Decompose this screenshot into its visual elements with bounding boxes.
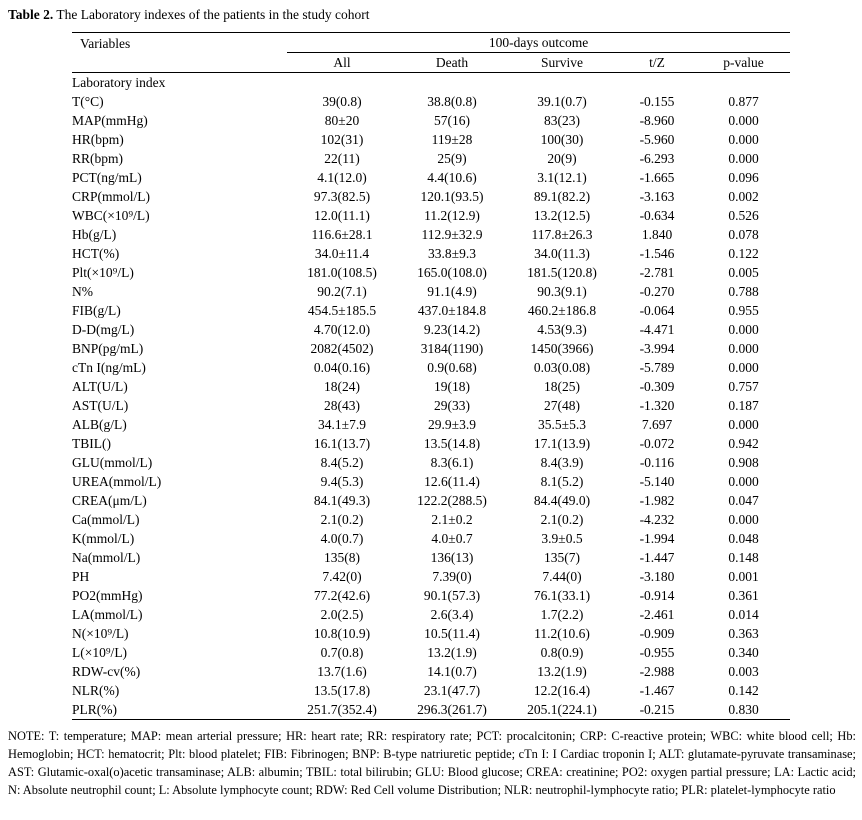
- cell-all: 454.5±185.5: [307, 303, 377, 318]
- cell-pvalue: 0.000: [728, 322, 759, 337]
- cell-survive: 12.2(16.4): [533, 683, 591, 698]
- table-row: [72, 624, 790, 643]
- cell-all: 16.1(13.7): [313, 436, 371, 451]
- cell-pvalue: 0.003: [728, 664, 759, 679]
- cell-death: 136(13): [430, 550, 474, 565]
- cell-death: 2.6(3.4): [430, 607, 474, 622]
- cell-all: 10.8(10.9): [313, 626, 371, 641]
- cell-death: 165.0(108.0): [417, 265, 487, 280]
- cell-variable: LA(mmol/L): [72, 607, 143, 622]
- cell-pvalue: 0.005: [728, 265, 759, 280]
- cell-tz: -8.960: [639, 113, 675, 128]
- cell-survive: 1.7(2.2): [540, 607, 584, 622]
- table-row: [72, 130, 790, 149]
- cell-tz: -4.232: [639, 512, 675, 527]
- cell-all: 8.4(5.2): [320, 455, 364, 470]
- cell-survive: 90.3(9.1): [537, 284, 587, 299]
- cell-death: 33.8±9.3: [428, 246, 476, 261]
- cell-all: 4.0(0.7): [320, 531, 364, 546]
- cell-tz: -5.960: [639, 132, 675, 147]
- cell-all: 39(0.8): [322, 94, 362, 109]
- cell-variable: FIB(g/L): [72, 303, 121, 318]
- cell-all: 22(11): [324, 151, 360, 166]
- cell-all: 12.0(11.1): [314, 208, 370, 223]
- cell-pvalue: 0.788: [728, 284, 759, 299]
- cell-variable: CREA(μm/L): [72, 493, 147, 508]
- cell-survive: 13.2(12.5): [533, 208, 591, 223]
- cell-death: 13.5(14.8): [423, 436, 481, 451]
- cell-tz: -0.072: [639, 436, 675, 451]
- cell-tz: -1.982: [639, 493, 675, 508]
- cell-survive: 89.1(82.2): [533, 189, 591, 204]
- cell-death: 12.6(11.4): [424, 474, 480, 489]
- header-group-label: 100-days outcome: [287, 33, 790, 53]
- cell-variable: UREA(mmol/L): [72, 474, 162, 489]
- table-row: [72, 282, 790, 301]
- cell-pvalue: 0.877: [728, 94, 759, 109]
- table-row: [72, 662, 790, 681]
- cell-death: 112.9±32.9: [421, 227, 483, 242]
- cell-tz: -0.914: [639, 588, 675, 603]
- cell-all: 9.4(5.3): [320, 474, 364, 489]
- cell-death: 296.3(261.7): [397, 700, 507, 720]
- table-row: [72, 225, 790, 244]
- cell-tz: -0.215: [617, 700, 697, 720]
- table-row: [72, 529, 790, 548]
- cell-survive: 7.44(0): [542, 569, 582, 584]
- cell-survive: 27(48): [544, 398, 580, 413]
- cell-death: 8.3(6.1): [430, 455, 474, 470]
- cell-all: 116.6±28.1: [311, 227, 373, 242]
- cell-death: 2.1±0.2: [431, 512, 473, 527]
- table-row: [72, 206, 790, 225]
- cell-tz: -1.665: [639, 170, 675, 185]
- cell-death: 90.1(57.3): [423, 588, 481, 603]
- table-row: [72, 605, 790, 624]
- cell-survive: 0.03(0.08): [533, 360, 591, 375]
- cell-variable: RDW-cv(%): [72, 664, 141, 679]
- cell-all: 181.0(108.5): [307, 265, 377, 280]
- cell-survive: 1450(3966): [530, 341, 594, 356]
- cell-pvalue: 0.526: [728, 208, 759, 223]
- cell-pvalue: 0.000: [728, 417, 759, 432]
- table-caption-label: Table 2.: [8, 7, 54, 22]
- cell-pvalue: 0.361: [728, 588, 759, 603]
- cell-variable: AST(U/L): [72, 398, 129, 413]
- table-row: [72, 453, 790, 472]
- table-row: [72, 149, 790, 168]
- cell-death: 38.8(0.8): [427, 94, 477, 109]
- cell-tz: -1.467: [639, 683, 675, 698]
- cell-survive: 205.1(224.1): [507, 700, 617, 720]
- cell-all: 28(43): [324, 398, 360, 413]
- cell-tz: -1.546: [639, 246, 675, 261]
- cell-tz: -5.140: [639, 474, 675, 489]
- cell-all: 2.0(2.5): [320, 607, 364, 622]
- cell-tz: -0.064: [639, 303, 675, 318]
- cell-pvalue: 0.000: [728, 341, 759, 356]
- cell-death: 4.4(10.6): [427, 170, 477, 185]
- cell-pvalue: 0.830: [697, 700, 790, 720]
- cell-survive: 20(9): [547, 151, 577, 166]
- cell-tz: -0.634: [639, 208, 675, 223]
- laboratory-table: [72, 32, 790, 720]
- cell-survive: 83(23): [544, 113, 580, 128]
- cell-tz: -3.180: [639, 569, 675, 584]
- cell-tz: -4.471: [639, 322, 675, 337]
- cell-tz: -2.461: [639, 607, 675, 622]
- cell-variable: ALB(g/L): [72, 417, 127, 432]
- cell-all: 251.7(352.4): [287, 700, 397, 720]
- cell-survive: 460.2±186.8: [527, 303, 597, 318]
- cell-all: 2082(4502): [310, 341, 374, 356]
- cell-tz: -6.293: [639, 151, 675, 166]
- cell-variable: WBC(×10⁹/L): [72, 208, 150, 223]
- table-note: NOTE: T: temperature; MAP: mean arterial pressure; HR: heart rate; RR: respiratory rate; PCT: procalcitonin; CRP: C-reactive protein; WBC: white blood cell; Hb: Hemoglobin; HCT: hematocrit; Plt: blood platelet; FIB: Fibrinogen; BNP: B-type natriuretic peptide; cTn I: I Cardiac troponin I; ALT: glutamate-pyruvate transaminase; AST: Glutamic-oxal(o)acetic transaminase; ALB: albumin; TBIL: total bilirubin; GLU: Blood glucose; CREA: creatinine; PO2: oxygen partial pressure; LA: Lactic acid; N: Absolute neutrophil count; L: Absolute lymphocyte count; RDW: Red Cell volume Distribution; NLR: neutrophil-lymphocyte ratio; PLR: platelet-lymphocyte ratio: [8, 729, 856, 797]
- cell-death: 19(18): [434, 379, 470, 394]
- table-row: [72, 244, 790, 263]
- table-row: [72, 358, 790, 377]
- table-row: [72, 681, 790, 700]
- cell-tz: -0.909: [639, 626, 675, 641]
- cell-all: 4.1(12.0): [317, 170, 367, 185]
- cell-variable: Plt(×10⁹/L): [72, 265, 134, 280]
- cell-survive: 4.53(9.3): [537, 322, 587, 337]
- header-col-survive: Survive: [507, 53, 617, 73]
- cell-survive: 84.4(49.0): [533, 493, 591, 508]
- cell-pvalue: 0.000: [728, 113, 759, 128]
- table-row: [72, 92, 790, 111]
- header-col-tz: t/Z: [617, 53, 697, 73]
- cell-pvalue: 0.014: [728, 607, 759, 622]
- cell-tz: -1.320: [639, 398, 675, 413]
- cell-variable: PCT(ng/mL): [72, 170, 142, 185]
- cell-pvalue: 0.002: [728, 189, 759, 204]
- header-group-outcome: [287, 33, 790, 54]
- table-row: [72, 168, 790, 187]
- cell-death: 119±28: [431, 132, 473, 147]
- cell-variable: RR(bpm): [72, 151, 124, 166]
- cell-variable: Na(mmol/L): [72, 550, 141, 565]
- cell-tz: -0.309: [639, 379, 675, 394]
- cell-death: 10.5(11.4): [424, 626, 480, 641]
- table-caption-text: The Laboratory indexes of the patients in the study cohort: [53, 7, 370, 22]
- cell-tz: -2.781: [639, 265, 675, 280]
- cell-death: 120.1(93.5): [420, 189, 484, 204]
- cell-death: 25(9): [437, 151, 467, 166]
- header-row-columns: [72, 53, 790, 73]
- header-blank: [72, 53, 287, 73]
- table-caption: [8, 6, 369, 24]
- section-label: Laboratory index: [72, 75, 166, 90]
- cell-tz: -0.116: [639, 455, 675, 470]
- cell-death: 122.2(288.5): [417, 493, 487, 508]
- cell-variable: Ca(mmol/L): [72, 512, 140, 527]
- cell-pvalue: 0.340: [728, 645, 759, 660]
- cell-all: 13.7(1.6): [317, 664, 367, 679]
- header-col-pvalue: p-value: [697, 53, 790, 73]
- cell-pvalue: 0.142: [728, 683, 759, 698]
- cell-pvalue: 0.000: [728, 360, 759, 375]
- cell-death: 14.1(0.7): [427, 664, 477, 679]
- table-row: [72, 567, 790, 586]
- cell-survive: 11.2(10.6): [534, 626, 590, 641]
- cell-pvalue: 0.955: [728, 303, 759, 318]
- cell-tz: 7.697: [641, 417, 673, 432]
- cell-pvalue: 0.942: [728, 436, 759, 451]
- cell-survive: 181.5(120.8): [527, 265, 597, 280]
- cell-all: 80±20: [324, 113, 360, 128]
- cell-tz: -0.155: [639, 94, 675, 109]
- cell-death: 7.39(0): [432, 569, 472, 584]
- cell-variable: NLR(%): [72, 683, 120, 698]
- cell-pvalue: 0.001: [728, 569, 759, 584]
- table-row: [72, 396, 790, 415]
- cell-pvalue: 0.000: [728, 474, 759, 489]
- cell-variable: cTn I(ng/mL): [72, 360, 146, 375]
- cell-all: 84.1(49.3): [313, 493, 371, 508]
- cell-pvalue: 0.000: [728, 512, 759, 527]
- cell-all: 7.42(0): [322, 569, 362, 584]
- cell-death: 29.9±3.9: [428, 417, 476, 432]
- cell-all: 34.0±11.4: [314, 246, 370, 261]
- cell-variable: N%: [72, 284, 93, 299]
- cell-survive: 3.9±0.5: [541, 531, 583, 546]
- table-row: [72, 700, 790, 720]
- table-row: [72, 510, 790, 529]
- cell-all: 97.3(82.5): [313, 189, 371, 204]
- table-row: [72, 434, 790, 453]
- cell-all: 2.1(0.2): [320, 512, 364, 527]
- cell-variable: D-D(mg/L): [72, 322, 135, 337]
- table-row: [72, 187, 790, 206]
- cell-variable: HCT(%): [72, 246, 120, 261]
- table-row: [72, 472, 790, 491]
- table-row: [72, 320, 790, 339]
- table-row: [72, 111, 790, 130]
- header-row-group: [72, 33, 790, 54]
- cell-variable: PO2(mmHg): [72, 588, 143, 603]
- table-row: [72, 339, 790, 358]
- cell-survive: 8.4(3.9): [540, 455, 584, 470]
- cell-pvalue: 0.908: [728, 455, 759, 470]
- cell-pvalue: 0.048: [728, 531, 759, 546]
- cell-pvalue: 0.122: [728, 246, 759, 261]
- cell-pvalue: 0.148: [728, 550, 759, 565]
- cell-variable: N(×10⁹/L): [72, 626, 129, 641]
- cell-pvalue: 0.078: [728, 227, 759, 242]
- cell-death: 23.1(47.7): [423, 683, 481, 698]
- cell-all: 102(31): [320, 132, 364, 147]
- header-col-death: Death: [397, 53, 507, 73]
- cell-survive: 34.0(11.3): [534, 246, 590, 261]
- cell-variable: PLR(%): [72, 700, 287, 720]
- table-row: [72, 548, 790, 567]
- cell-survive: 3.1(12.1): [537, 170, 587, 185]
- cell-death: 57(16): [434, 113, 470, 128]
- cell-death: 9.23(14.2): [423, 322, 481, 337]
- header-col-all: All: [287, 53, 397, 73]
- cell-pvalue: 0.187: [728, 398, 759, 413]
- cell-pvalue: 0.000: [728, 151, 759, 166]
- cell-survive: 35.5±5.3: [538, 417, 586, 432]
- cell-death: 3184(1190): [420, 341, 484, 356]
- cell-all: 135(8): [324, 550, 360, 565]
- cell-tz: -1.994: [639, 531, 675, 546]
- cell-survive: 8.1(5.2): [540, 474, 584, 489]
- cell-pvalue: 0.096: [728, 170, 759, 185]
- cell-all: 0.7(0.8): [320, 645, 364, 660]
- cell-variable: ALT(U/L): [72, 379, 128, 394]
- cell-variable: HR(bpm): [72, 132, 124, 147]
- cell-pvalue: 0.363: [728, 626, 759, 641]
- cell-tz: -5.789: [639, 360, 675, 375]
- cell-all: 18(24): [324, 379, 360, 394]
- cell-tz: -2.988: [639, 664, 675, 679]
- cell-variable: Hb(g/L): [72, 227, 117, 242]
- cell-all: 90.2(7.1): [317, 284, 367, 299]
- cell-pvalue: 0.000: [728, 132, 759, 147]
- cell-survive: 2.1(0.2): [540, 512, 584, 527]
- cell-tz: -0.270: [639, 284, 675, 299]
- cell-all: 34.1±7.9: [318, 417, 366, 432]
- cell-survive: 17.1(13.9): [533, 436, 591, 451]
- table-row: [72, 643, 790, 662]
- cell-all: 4.70(12.0): [313, 322, 371, 337]
- cell-variable: MAP(mmHg): [72, 113, 148, 128]
- cell-all: 13.5(17.8): [313, 683, 371, 698]
- cell-survive: 117.8±26.3: [531, 227, 593, 242]
- section-row: [72, 73, 790, 93]
- cell-death: 4.0±0.7: [431, 531, 473, 546]
- cell-death: 13.2(1.9): [427, 645, 477, 660]
- cell-variable: T(°C): [72, 94, 104, 109]
- cell-death: 91.1(4.9): [427, 284, 477, 299]
- cell-all: 0.04(0.16): [313, 360, 371, 375]
- header-variables: Variables: [72, 33, 287, 54]
- cell-death: 437.0±184.8: [417, 303, 487, 318]
- cell-tz: -0.955: [639, 645, 675, 660]
- cell-survive: 135(7): [544, 550, 580, 565]
- cell-variable: GLU(mmol/L): [72, 455, 153, 470]
- cell-variable: CRP(mmol/L): [72, 189, 151, 204]
- cell-variable: TBIL(): [72, 436, 111, 451]
- table-body: [72, 73, 790, 720]
- cell-tz: 1.840: [641, 227, 673, 242]
- cell-death: 29(33): [434, 398, 470, 413]
- cell-pvalue: 0.757: [728, 379, 759, 394]
- cell-survive: 100(30): [540, 132, 584, 147]
- table-row: [72, 301, 790, 320]
- cell-tz: -3.163: [639, 189, 675, 204]
- table-row: [72, 415, 790, 434]
- cell-survive: 76.1(33.1): [533, 588, 591, 603]
- cell-survive: 13.2(1.9): [537, 664, 587, 679]
- cell-variable: PH: [72, 569, 90, 584]
- cell-tz: -3.994: [639, 341, 675, 356]
- cell-survive: 0.8(0.9): [540, 645, 584, 660]
- cell-all: 77.2(42.6): [313, 588, 371, 603]
- cell-tz: -1.447: [639, 550, 675, 565]
- cell-death: 0.9(0.68): [427, 360, 477, 375]
- cell-death: 11.2(12.9): [424, 208, 480, 223]
- cell-survive: 18(25): [544, 379, 580, 394]
- table-row: [72, 586, 790, 605]
- cell-variable: BNP(pg/mL): [72, 341, 144, 356]
- cell-variable: L(×10⁹/L): [72, 645, 128, 660]
- cell-pvalue: 0.047: [728, 493, 759, 508]
- table-row: [72, 377, 790, 396]
- cell-variable: K(mmol/L): [72, 531, 135, 546]
- cell-survive: 39.1(0.7): [537, 94, 587, 109]
- table-row: [72, 491, 790, 510]
- table-row: [72, 263, 790, 282]
